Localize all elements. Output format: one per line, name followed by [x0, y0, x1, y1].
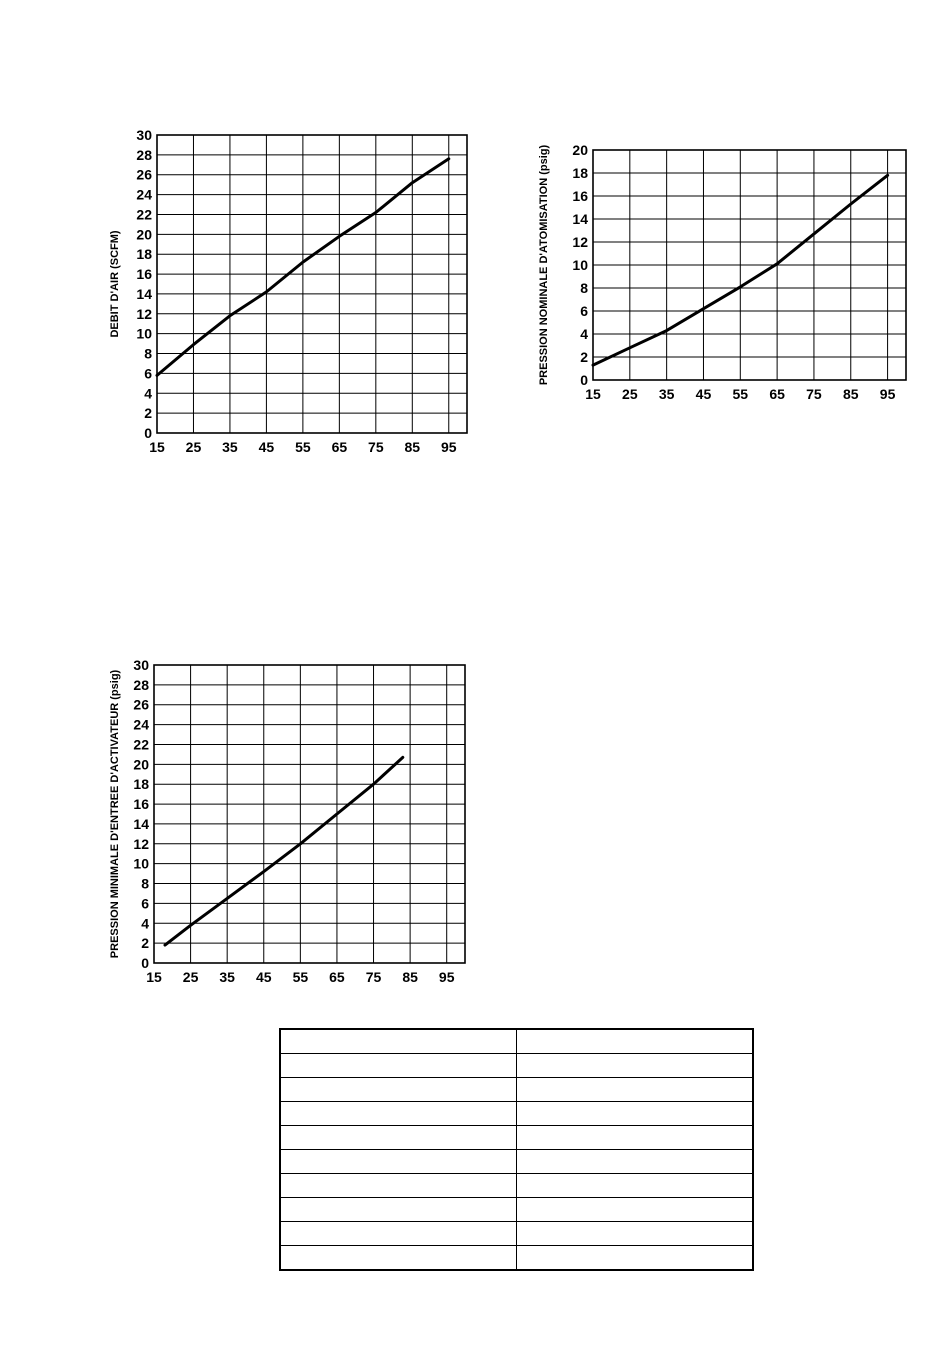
y-axis-label: PRESSION NOMINALE D'ATOMISATION (psig) — [538, 144, 550, 386]
table-cell — [280, 1246, 517, 1271]
y-tick-label: 8 — [580, 280, 588, 296]
y-tick-label: 24 — [133, 716, 149, 733]
y-tick-label: 14 — [572, 211, 588, 227]
x-tick-label: 95 — [438, 969, 455, 985]
plot-frame — [157, 135, 467, 433]
table-cell — [517, 1174, 754, 1198]
table-row — [280, 1246, 753, 1271]
x-tick-label: 65 — [329, 969, 345, 985]
series-line — [165, 757, 403, 945]
y-tick-label: 8 — [144, 345, 152, 362]
activator-inlet-pressure-chart — [100, 650, 480, 1000]
table-row — [280, 1126, 753, 1150]
y-tick-label: 10 — [133, 855, 149, 872]
table-cell — [280, 1126, 517, 1150]
x-tick-label: 25 — [182, 969, 199, 985]
table-row — [280, 1222, 753, 1246]
chart-svg — [530, 135, 920, 435]
x-tick-label: 25 — [622, 386, 638, 402]
x-tick-label: 65 — [331, 439, 348, 455]
table-cell — [517, 1222, 754, 1246]
table-row — [280, 1029, 753, 1054]
x-tick-label: 95 — [879, 386, 896, 402]
y-tick-label: 16 — [133, 796, 149, 813]
air-flow-chart — [100, 120, 480, 470]
y-tick-label: 2 — [144, 405, 152, 422]
chart-svg — [100, 650, 480, 1000]
table-cell — [280, 1029, 517, 1054]
table-cell — [517, 1246, 754, 1271]
y-tick-label: 16 — [572, 188, 588, 204]
x-tick-label: 65 — [769, 386, 785, 402]
table-cell — [280, 1150, 517, 1174]
table-cell — [280, 1222, 517, 1246]
y-tick-label: 26 — [136, 166, 152, 183]
y-tick-label: 28 — [136, 146, 152, 163]
table-row — [280, 1150, 753, 1174]
y-tick-label: 28 — [133, 676, 149, 693]
table-row — [280, 1174, 753, 1198]
x-tick-label: 15 — [149, 439, 165, 455]
y-tick-label: 10 — [136, 325, 152, 342]
chart-svg — [100, 120, 480, 470]
y-tick-label: 4 — [141, 915, 149, 932]
table-row — [280, 1102, 753, 1126]
y-tick-label: 26 — [133, 696, 149, 713]
table-cell — [517, 1078, 754, 1102]
y-tick-label: 2 — [580, 349, 588, 365]
y-tick-label: 6 — [144, 365, 152, 382]
y-tick-label: 0 — [144, 425, 152, 441]
y-tick-label: 30 — [136, 127, 152, 143]
y-tick-label: 2 — [141, 935, 149, 952]
x-tick-label: 85 — [842, 386, 859, 402]
table-cell — [517, 1102, 754, 1126]
x-tick-label: 25 — [185, 439, 202, 455]
y-tick-label: 24 — [136, 186, 152, 203]
table-cell — [517, 1198, 754, 1222]
blank-table — [279, 1028, 754, 1271]
y-tick-label: 8 — [141, 875, 149, 892]
atomisation-pressure-chart — [530, 135, 920, 435]
x-tick-label: 45 — [255, 969, 272, 985]
y-tick-label: 18 — [136, 246, 152, 263]
x-tick-label: 15 — [146, 969, 162, 985]
x-tick-label: 45 — [258, 439, 275, 455]
y-axis-label: PRESSION MINIMALE D'ENTREE D'ACTIVATEUR (psig) — [109, 669, 121, 959]
y-tick-label: 0 — [141, 955, 149, 971]
table-row — [280, 1198, 753, 1222]
x-tick-label: 75 — [365, 969, 382, 985]
y-tick-label: 30 — [133, 657, 149, 673]
y-tick-label: 20 — [572, 142, 588, 158]
y-tick-label: 22 — [133, 736, 149, 753]
y-tick-label: 12 — [136, 305, 152, 322]
y-tick-label: 12 — [133, 835, 149, 852]
table-cell — [517, 1054, 754, 1078]
x-tick-label: 55 — [295, 439, 311, 455]
y-tick-label: 10 — [572, 257, 588, 273]
table-cell — [280, 1198, 517, 1222]
table-cell — [517, 1029, 754, 1054]
table-cell — [517, 1126, 754, 1150]
y-tick-label: 18 — [133, 776, 149, 793]
x-tick-label: 75 — [806, 386, 822, 402]
y-tick-label: 4 — [144, 385, 152, 402]
y-tick-label: 4 — [580, 326, 588, 342]
y-axis-label: DEBIT D'AIR (SCFM) — [109, 230, 121, 338]
x-tick-label: 75 — [368, 439, 384, 455]
table-row — [280, 1078, 753, 1102]
y-tick-label: 22 — [136, 206, 152, 223]
table-cell — [280, 1054, 517, 1078]
y-tick-label: 12 — [572, 234, 588, 250]
table-row — [280, 1054, 753, 1078]
x-tick-label: 95 — [440, 439, 457, 455]
y-tick-label: 6 — [580, 303, 588, 319]
x-tick-label: 45 — [695, 386, 712, 402]
table-cell — [280, 1102, 517, 1126]
table-cell — [517, 1150, 754, 1174]
table-cell — [280, 1078, 517, 1102]
x-tick-label: 85 — [402, 969, 418, 985]
y-tick-label: 0 — [580, 372, 588, 388]
table-cell — [280, 1174, 517, 1198]
x-tick-label: 35 — [219, 969, 235, 985]
x-tick-label: 35 — [222, 439, 238, 455]
x-tick-label: 85 — [404, 439, 421, 455]
x-tick-label: 35 — [658, 386, 675, 402]
y-tick-label: 18 — [572, 165, 588, 181]
y-tick-label: 20 — [133, 756, 149, 773]
x-tick-label: 55 — [732, 386, 749, 402]
y-tick-label: 14 — [133, 815, 149, 832]
x-tick-label: 15 — [585, 386, 601, 402]
y-tick-label: 6 — [141, 895, 149, 912]
y-tick-label: 14 — [136, 285, 152, 302]
x-tick-label: 55 — [292, 969, 309, 985]
y-tick-label: 20 — [136, 226, 152, 243]
y-tick-label: 16 — [136, 266, 152, 283]
